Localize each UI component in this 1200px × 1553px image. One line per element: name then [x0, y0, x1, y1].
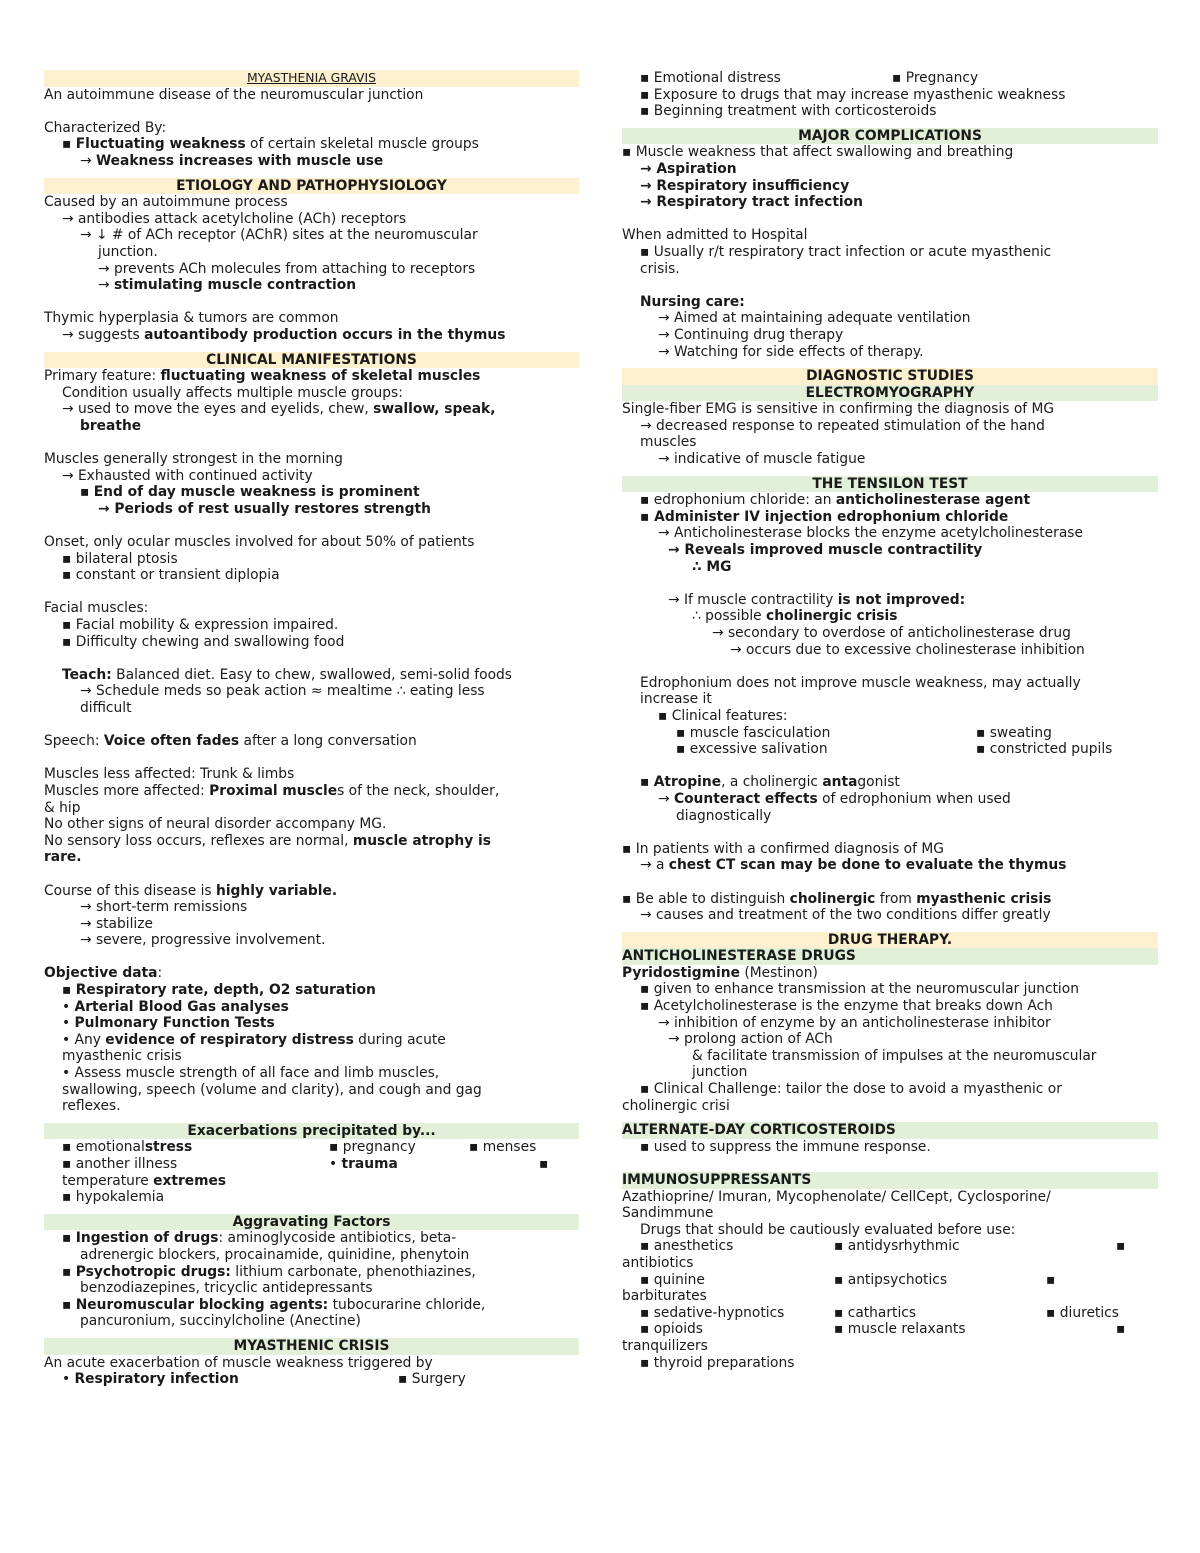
- crisis-line: An acute exacerbation of muscle weakness triggered by: [44, 1354, 433, 1371]
- immuno-line: Drugs that should be cautiously evaluated before use:: [640, 1221, 1016, 1238]
- drug-caution-row: barbiturates: [622, 1288, 707, 1305]
- drug-caution-row: ▪ anesthetics ▪ antidysrhythmic ▪: [640, 1238, 1126, 1255]
- aggravating-header: Aggravating Factors: [44, 1214, 579, 1231]
- tensilon-line: → occurs due to excessive cholinesterase inhibition: [730, 641, 1085, 658]
- clinical-line: & hip: [44, 799, 81, 816]
- clinical-line: ▪ End of day muscle weakness is prominent: [80, 484, 420, 501]
- exacerbations-header: Exacerbations precipitated by...: [44, 1123, 579, 1140]
- complication-line: → Aspiration: [640, 160, 737, 177]
- crisis-trigger-row: ▪ Emotional distress ▪ Pregnancy: [640, 70, 979, 86]
- etiology-line: → stimulating muscle contraction: [98, 277, 357, 294]
- tensilon-header: THE TENSILON TEST: [622, 476, 1158, 493]
- objective-item: • Arterial Blood Gas analyses: [62, 998, 289, 1015]
- distinguish-line: ▪ Be able to distinguish cholinergic from myasthenic crisis: [622, 890, 1052, 907]
- drug-line: ▪ Clinical Challenge: tailor the dose to avoid a myasthenic or: [640, 1081, 1062, 1098]
- exacerbation-row: ▪ another illness • trauma ▪: [62, 1156, 549, 1172]
- drug-caution-row: ▪ thyroid preparations: [640, 1354, 795, 1371]
- drug-line: ▪ Acetylcholinesterase is the enzyme that breaks down Ach: [640, 998, 1053, 1015]
- clinical-line: Facial muscles:: [44, 600, 149, 617]
- exacerbation-row: ▪ emotionalstress ▪ pregnancy ▪ menses: [62, 1139, 537, 1156]
- nursing-care-label: Nursing care:: [640, 293, 745, 310]
- myasthenic-crisis-header: MYASTHENIC CRISIS: [44, 1338, 579, 1355]
- aggravating-item: benzodiazepines, tricyclic antidepressants: [80, 1280, 373, 1297]
- clinical-line: → Schedule meds so peak action ≈ mealtime ∴ eating less: [80, 683, 485, 700]
- diagnostic-studies-header: DIAGNOSTIC STUDIES: [622, 368, 1158, 385]
- clinical-line: Muscles less affected: Trunk & limbs: [44, 766, 295, 783]
- drug-caution-row: ▪ sedative-hypnotics ▪ cathartics ▪ diuretics: [640, 1304, 1119, 1321]
- drug-line: Pyridostigmine (Mestinon): [622, 964, 818, 981]
- drug-caution-row: ▪ quinine ▪ antipsychotics ▪: [640, 1271, 1056, 1288]
- tensilon-line: → Reveals improved muscle contractility: [668, 542, 983, 559]
- crisis-row: • Respiratory infection ▪ Surgery: [62, 1371, 466, 1388]
- crisis-trigger: ▪ Beginning treatment with corticosteroids: [640, 103, 937, 120]
- atropine-line: ▪ Atropine, a cholinergic antagonist: [640, 774, 900, 791]
- right-column: [622, 70, 1158, 1371]
- drug-line: cholinergic crisi: [622, 1097, 730, 1114]
- drug-caution-row: antibiotics: [622, 1254, 694, 1271]
- course-line: → stabilize: [80, 915, 153, 932]
- clinical-line: → Periods of rest usually restores strength: [98, 500, 431, 517]
- clinical-feature-row: ▪ muscle fasciculation ▪ sweating: [676, 724, 1052, 741]
- clinical-line: Teach: Balanced diet. Easy to chew, swallowed, semi-solid foods: [62, 666, 512, 683]
- clinical-line: ▪ bilateral ptosis: [62, 550, 178, 567]
- tensilon-line: ∴ possible cholinergic crisis: [692, 608, 898, 625]
- aggravating-item: pancuronium, succinylcholine (Anectine): [80, 1313, 361, 1330]
- clinical-line: → Exhausted with continued activity: [62, 467, 313, 484]
- etiology-line: → prevents ACh molecules from attaching to receptors: [98, 260, 476, 277]
- course-line: → severe, progressive involvement.: [80, 932, 326, 949]
- etiology-header: ETIOLOGY AND PATHOPHYSIOLOGY: [44, 178, 579, 195]
- objective-item: swallowing, speech (volume and clarity), and cough and gag: [62, 1081, 482, 1098]
- tensilon-line: → If muscle contractility is not improved:: [668, 591, 966, 608]
- course-line: Course of this disease is highly variable.: [44, 882, 338, 899]
- clinical-line: Muscles generally strongest in the morning: [44, 451, 343, 468]
- complication-line: → Respiratory tract infection: [640, 194, 863, 211]
- drug-line: → prolong action of ACh: [668, 1031, 833, 1048]
- emg-line: muscles: [640, 434, 697, 451]
- etiology-line: Caused by an autoimmune process: [44, 194, 288, 211]
- distinguish-line: → causes and treatment of the two conditions differ greatly: [640, 907, 1051, 924]
- clinical-line: Primary feature: fluctuating weakness of skeletal muscles: [44, 368, 481, 385]
- clinical-line: Speech: Voice often fades after a long conversation: [44, 733, 417, 750]
- etiology-line: → ↓ # of ACh receptor (AChR) sites at the neuromuscular: [80, 227, 478, 244]
- aggravating-item: adrenergic blockers, procainamide, quinidine, phenytoin: [80, 1246, 470, 1263]
- clinical-line: No other signs of neural disorder accompany MG.: [44, 816, 387, 833]
- clinical-header: CLINICAL MANIFESTATIONS: [44, 352, 579, 369]
- tensilon-line: → Anticholinesterase blocks the enzyme acetylcholinesterase: [658, 525, 1083, 542]
- drug-caution-row: ▪ opioids ▪ muscle relaxants ▪: [640, 1321, 1126, 1338]
- edrophonium-line: ▪ Clinical features:: [658, 707, 788, 724]
- edrophonium-line: Edrophonium does not improve muscle weakness, may actually: [640, 674, 1081, 691]
- edrophonium-line: increase it: [640, 691, 712, 708]
- course-line: → short-term remissions: [80, 899, 248, 916]
- aggravating-item: ▪ Ingestion of drugs: aminoglycoside antibiotics, beta-: [62, 1230, 457, 1247]
- corticosteroids-line: ▪ used to suppress the immune response.: [640, 1138, 931, 1155]
- ct-line: ▪ In patients with a confirmed diagnosis of MG: [622, 840, 944, 857]
- tensilon-line: → secondary to overdose of anticholinesterase drug: [712, 625, 1071, 641]
- clinical-line: → used to move the eyes and eyelids, chew, swallow, speak,: [62, 401, 496, 418]
- nursing-care-item: → Continuing drug therapy: [658, 326, 844, 343]
- drug-line: junction: [692, 1064, 748, 1081]
- admission-line: crisis.: [640, 260, 680, 277]
- crisis-trigger: ▪ Exposure to drugs that may increase myasthenic weakness: [640, 86, 1066, 103]
- exacerbation-row: ▪ hypokalemia: [62, 1189, 165, 1206]
- etiology-line: → antibodies attack acetylcholine (ACh) receptors: [62, 210, 407, 227]
- clinical-line: difficult: [80, 699, 132, 716]
- immuno-line: Sandimmune: [622, 1205, 714, 1222]
- clinical-line: rare.: [44, 849, 82, 866]
- objective-item: ▪ Respiratory rate, depth, O2 saturation: [62, 982, 376, 999]
- clinical-line: ▪ Facial mobility & expression impaired.: [62, 617, 339, 633]
- drug-caution-row: tranquilizers: [622, 1337, 708, 1354]
- nursing-care-item: → Aimed at maintaining adequate ventilation: [658, 310, 971, 327]
- clinical-line: Condition usually affects multiple muscle groups:: [62, 384, 403, 401]
- corticosteroids-header: ALTERNATE-DAY CORTICOSTEROIDS: [622, 1122, 1158, 1139]
- clinical-line: breathe: [80, 417, 142, 434]
- electromyography-header: ELECTROMYOGRAPHY: [622, 385, 1158, 402]
- anticholinesterase-header: ANTICHOLINESTERASE DRUGS: [622, 948, 1158, 965]
- objective-item: myasthenic crisis: [62, 1048, 182, 1065]
- objective-item: • Pulmonary Function Tests: [62, 1015, 275, 1032]
- objective-item: • Assess muscle strength of all face and limb muscles,: [62, 1065, 440, 1082]
- emg-line: → decreased response to repeated stimulation of the hand: [640, 417, 1045, 434]
- thymic-line: → suggests autoantibody production occurs in the thymus: [62, 326, 506, 343]
- complication-line: ▪ Muscle weakness that affect swallowing and breathing: [622, 144, 1014, 161]
- immunosuppressants-header: IMMUNOSUPPRESSANTS: [622, 1172, 1158, 1189]
- char-item-2: → Weakness increases with muscle use: [80, 152, 384, 169]
- intro-text: An autoimmune disease of the neuromuscular junction: [44, 86, 424, 103]
- clinical-line: Onset, only ocular muscles involved for about 50% of patients: [44, 534, 475, 551]
- left-column: [44, 70, 579, 1388]
- exacerbation-row: temperature extremes: [62, 1172, 227, 1189]
- objective-item: • Any evidence of respiratory distress during acute: [62, 1031, 446, 1048]
- title-bar: [44, 70, 579, 87]
- immuno-line: Azathioprine/ Imuran, Mycophenolate/ CellCept, Cyclosporine/: [622, 1188, 1051, 1205]
- clinical-line: Muscles more affected: Proximal muscles of the neck, shoulder,: [44, 782, 500, 799]
- drug-line: ▪ given to enhance transmission at the neuromuscular junction: [640, 981, 1079, 998]
- objective-item: reflexes.: [62, 1098, 121, 1115]
- thymic-line: Thymic hyperplasia & tumors are common: [44, 310, 339, 327]
- tensilon-line: ▪ edrophonium chloride: an anticholinesterase agent: [640, 492, 1031, 509]
- drug-therapy-header: DRUG THERAPY.: [622, 932, 1158, 949]
- ct-line: → a chest CT scan may be done to evaluate the thymus: [640, 857, 1067, 874]
- nursing-care-item: → Watching for side effects of therapy.: [658, 343, 924, 360]
- clinical-feature-row: ▪ excessive salivation ▪ constricted pupils: [676, 741, 1113, 758]
- page-title: MYASTHENIA GRAVIS: [246, 70, 377, 85]
- clinical-line: ▪ constant or transient diplopia: [62, 567, 280, 584]
- atropine-line: → Counteract effects of edrophonium when used: [658, 790, 1011, 807]
- drug-line: & facilitate transmission of impulses at the neuromuscular: [692, 1047, 1097, 1064]
- complication-line: → Respiratory insufficiency: [640, 177, 850, 194]
- aggravating-item: ▪ Neuromuscular blocking agents: tubocurarine chloride,: [62, 1296, 486, 1313]
- atropine-line: diagnostically: [676, 807, 772, 824]
- characterized-label: Characterized By:: [44, 119, 167, 136]
- admission-line: When admitted to Hospital: [622, 227, 808, 244]
- aggravating-item: ▪ Psychotropic drugs: lithium carbonate, phenothiazines,: [62, 1263, 476, 1280]
- major-complications-header: MAJOR COMPLICATIONS: [622, 128, 1158, 145]
- emg-line: → indicative of muscle fatigue: [658, 451, 866, 468]
- char-item-1: ▪ Fluctuating weakness of certain skeletal muscle groups: [62, 136, 479, 153]
- clinical-line: ▪ Difficulty chewing and swallowing food: [62, 633, 345, 650]
- emg-line: Single-fiber EMG is sensitive in confirming the diagnosis of MG: [622, 401, 1055, 418]
- tensilon-line: ▪ Administer IV injection edrophonium chloride: [640, 508, 1009, 525]
- drug-line: → inhibition of enzyme by an anticholinesterase inhibitor: [658, 1014, 1051, 1031]
- objective-label: Objective data:: [44, 965, 163, 982]
- etiology-line: junction.: [98, 243, 158, 260]
- clinical-line: No sensory loss occurs, reflexes are normal, muscle atrophy is: [44, 832, 491, 849]
- tensilon-line: ∴ MG: [692, 558, 732, 575]
- admission-line: ▪ Usually r/t respiratory tract infection or acute myasthenic: [640, 243, 1052, 260]
